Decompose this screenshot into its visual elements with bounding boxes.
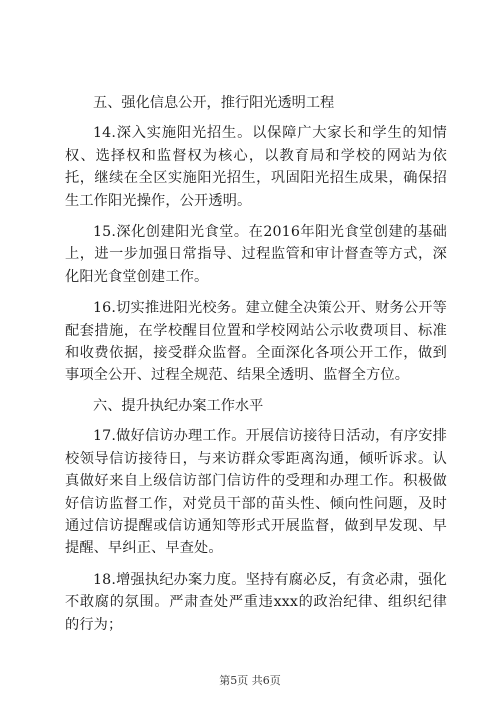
page-footer: 第5页 共6页 [219,674,281,687]
document-body [65,92,447,636]
section-heading-6: 六、提升执纪办案工作水平 [93,397,264,414]
paragraph-15: 15.深化创建阳光食堂。在2016年阳光食堂创建的基础上，进一步加强日常指导、过程监管和审计督查等方式，深化阳光食堂创建工作。 [65,224,447,285]
paragraph-17: 17.做好信访办理工作。开展信访接待日活动，有序安排校领导信访接待日，与来访群众零距离沟通，倾听诉求。认真做好来自上级信访部门信访件的受理和办理工作。积极做好信访监督工作，对党员干部的苗头性、倾向性问题，及时通过信访提醒或信访通知等形式开展监督，做到早发现、早提醒、早纠正、早查处。 [65,428,447,557]
section-heading-5: 五、强化信息公开，推行阳光透明工程 [93,95,335,111]
paragraph-14: 14.深入实施阳光招生。以保障广大家长和学生的知情权、选择权和监督权为核心，以教育局和学校的网站为依托，继续在全区实施阳光招生，巩固阳光招生成果，确保招生工作阳光操作，公开透明。 [65,125,447,209]
paragraph-16: 16.切实推进阳光校务。建立健全决策公开、财务公开等配套措施，在学校醒目位置和学校网站公示收费项目、标准和收费依据，接受群众监督。全面深化各项公开工作，做到事项全公开、过程全规范、结果全透明、监督全方位。 [65,300,447,384]
paragraph-18: 18.增强执纪办案力度。坚持有腐必反，有贪必肃，强化不敢腐的氛围。严肃查处严重违xxx的政治纪律、组织纪律的行为； [65,571,447,633]
